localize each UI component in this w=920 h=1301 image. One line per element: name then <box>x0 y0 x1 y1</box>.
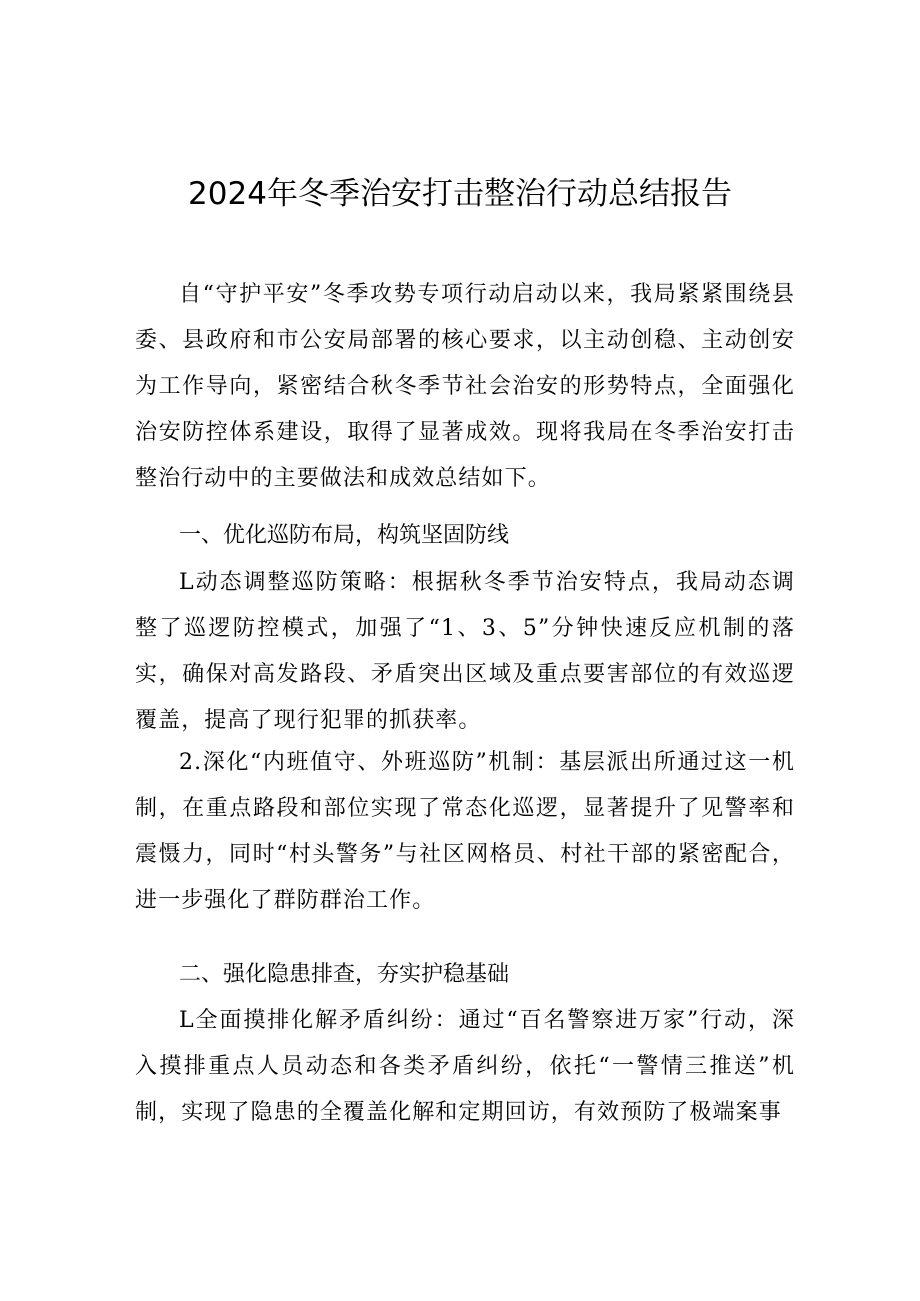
section-1-paragraph-1: L动态调整巡防策略：根据秋冬季节治安特点，我局动态调整了巡逻防控模式，加强了“1、3、5”分钟快速反应机制的落实，确保对高发路段、矛盾突出区域及重点要害部位的有效巡逻覆盖，提高了现行犯罪的抓获率。 <box>135 570 795 733</box>
document-title: 2024年冬季治安打击整治行动总结报告 <box>188 176 732 212</box>
section-1-paragraph-2: 2.深化“内班值守、外班巡防”机制：基层派出所通过这一机制，在重点路段和部位实现了常态化巡逻，显著提升了见警率和震慑力，同时“村头警务”与社区网格员、村社干部的紧密配合，进一步强化了群防群治工作。 <box>135 750 795 913</box>
section-2-paragraph-1: L全面摸排化解矛盾纠纷：通过“百名警察进万家”行动，深入摸排重点人员动态和各类矛盾纠纷，依托“一警情三推送”机制，实现了隐患的全覆盖化解和定期回访，有效预防了极端案事 <box>135 1008 795 1125</box>
intro-paragraph: 自“守护平安”冬季攻势专项行动启动以来，我局紧紧围绕县委、县政府和市公安局部署的核心要求，以主动创稳、主动创安为工作导向，紧密结合秋冬季节社会治安的形势特点，全面强化治安防控体系建设，取得了显著成效。现将我局在冬季治安打击整治行动中的主要做法和成效总结如下。 <box>135 282 795 491</box>
section-heading-2: 二、强化隐患排查，夯实护稳基础 <box>179 962 510 987</box>
section-heading-1: 一、优化巡防布局，构筑坚固防线 <box>179 523 510 548</box>
